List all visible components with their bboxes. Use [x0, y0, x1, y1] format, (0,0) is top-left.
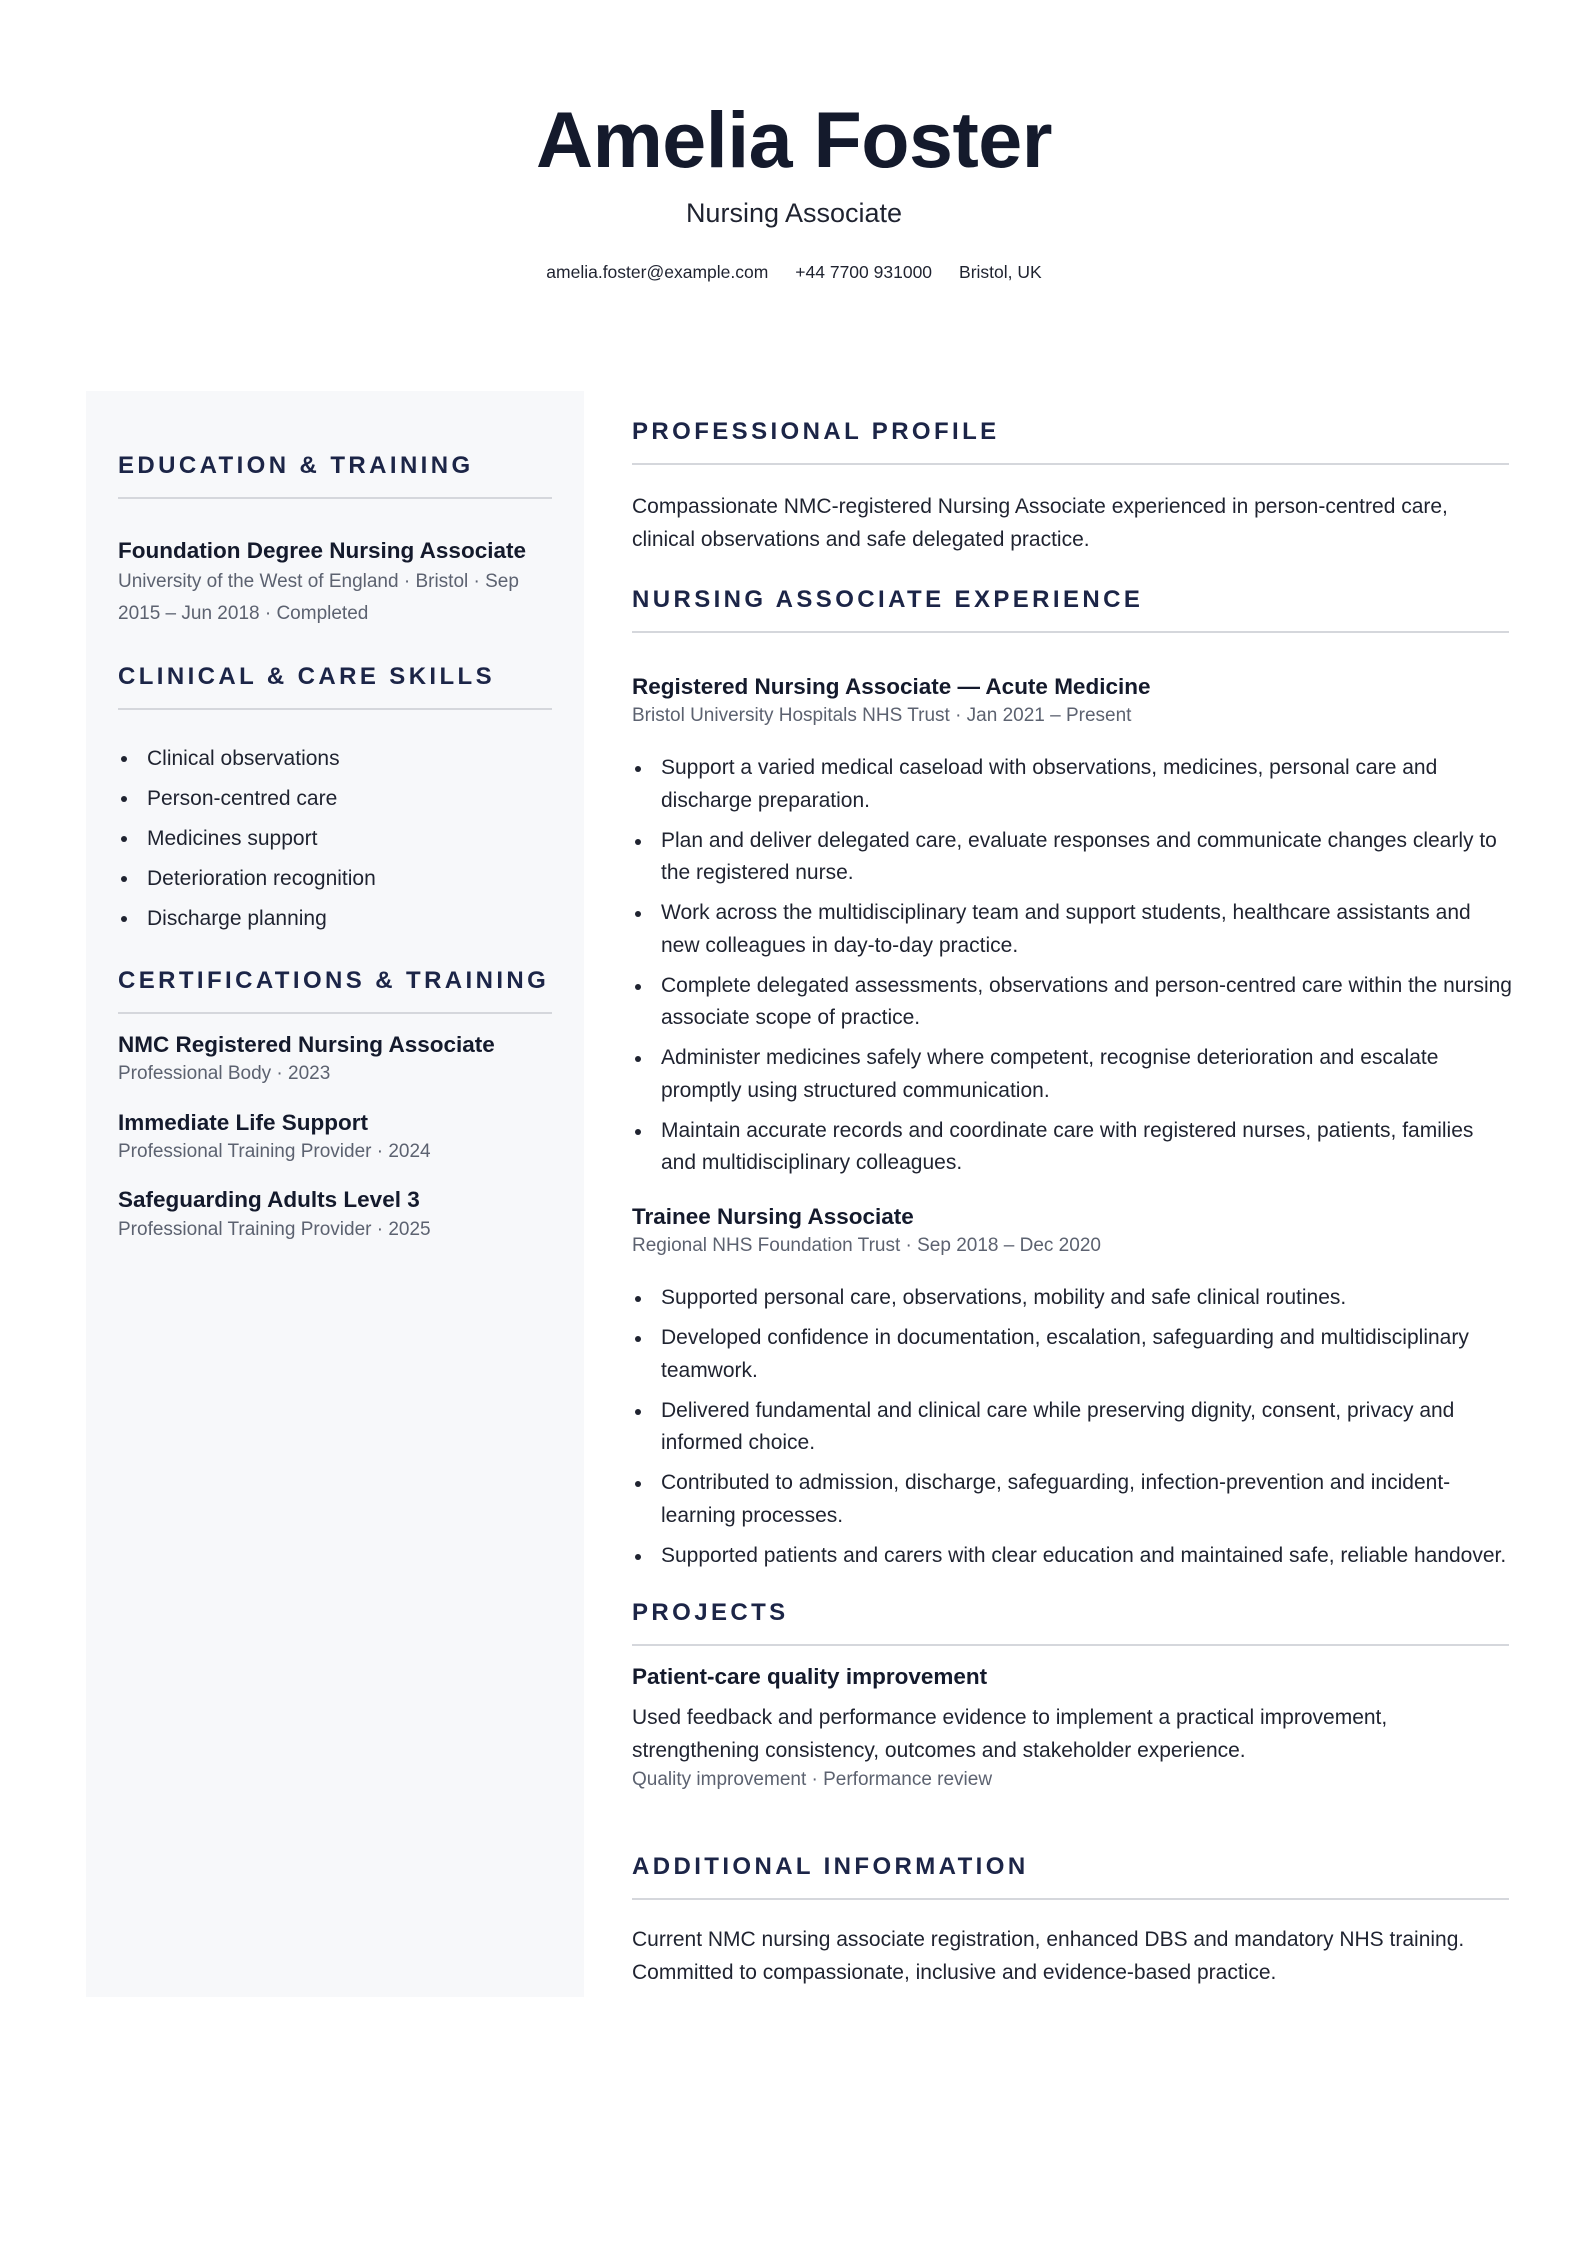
profile-section-title: PROFESSIONAL PROFILE	[632, 418, 1000, 445]
project-text: Used feedback and performance evidence to implement a practical improvement, strengthening consistency, outcomes and stakeholder experience.	[632, 1706, 1388, 1762]
section-divider	[118, 497, 552, 499]
education-entry-meta: University of the West of England · Bristol · Sep 2015 – Jun 2018 · Completed	[118, 571, 519, 624]
job-bullet: Supported patients and carers with clear education and maintained safe, reliable handover.	[632, 1540, 1512, 1573]
certification-name: Immediate Life Support	[118, 1110, 369, 1135]
job-bullet: Support a varied medical caseload with observations, medicines, personal care and discharge preparation.	[632, 752, 1512, 817]
contact-line	[0, 261, 1588, 283]
job-bullet: Supported personal care, observations, mobility and safe clinical routines.	[632, 1282, 1512, 1315]
skill-item: Person-centred care	[118, 779, 558, 819]
education-entry-title: Foundation Degree Nursing Associate	[118, 538, 526, 563]
certifications-section-title: CERTIFICATIONS & TRAINING	[118, 967, 550, 994]
job-bullet: Delivered fundamental and clinical care while preserving dignity, consent, privacy and informed choice.	[632, 1395, 1512, 1460]
contact-location: Bristol, UK	[959, 262, 1042, 282]
additional-text: Current NMC nursing associate registration, enhanced DBS and mandatory NHS training. Committed to compassionate, inclusive and evidence-based practice.	[632, 1928, 1465, 1984]
certification-meta: Professional Training Provider · 2025	[118, 1219, 431, 1240]
skill-item: Deterioration recognition	[118, 859, 558, 899]
certification-name: NMC Registered Nursing Associate	[118, 1032, 495, 1057]
section-divider	[118, 1012, 552, 1014]
certification-name: Safeguarding Adults Level 3	[118, 1187, 420, 1212]
job-meta: Bristol University Hospitals NHS Trust · Jan 2021 – Present	[632, 705, 1132, 726]
job-bullet: Maintain accurate records and coordinate care with registered nurses, patients, families and multidisciplinary colleagues.	[632, 1115, 1512, 1180]
candidate-name: Amelia Foster	[536, 95, 1052, 184]
job-title: Registered Nursing Associate — Acute Medicine	[632, 674, 1151, 699]
skills-section-title: CLINICAL & CARE SKILLS	[118, 663, 496, 690]
project-tags: Quality improvement · Performance review	[632, 1769, 993, 1790]
experience-section-title: NURSING ASSOCIATE EXPERIENCE	[632, 586, 1144, 613]
section-divider	[118, 708, 552, 710]
section-divider	[632, 463, 1509, 465]
job-bullets	[632, 1282, 1512, 1580]
projects-section-title: PROJECTS	[632, 1599, 789, 1626]
education-section-title: EDUCATION & TRAINING	[118, 452, 474, 479]
skill-item: Clinical observations	[118, 739, 558, 779]
contact-email: amelia.foster@example.com	[546, 262, 769, 282]
contact-phone: +44 7700 931000	[795, 262, 933, 282]
job-bullets	[632, 752, 1512, 1187]
job-bullet: Administer medicines safely where competent, recognise deterioration and escalate promptly using structured communication.	[632, 1042, 1512, 1107]
job-bullet: Complete delegated assessments, observations and person-centred care within the nursing associate scope of practice.	[632, 970, 1512, 1035]
job-meta: Regional NHS Foundation Trust · Sep 2018 – Dec 2020	[632, 1235, 1101, 1256]
job-bullet: Work across the multidisciplinary team and support students, healthcare assistants and new colleagues in day-to-day practice.	[632, 897, 1512, 962]
profile-text: Compassionate NMC-registered Nursing Associate experienced in person-centred care, clinical observations and safe delegated practice.	[632, 495, 1448, 551]
skill-item: Medicines support	[118, 819, 558, 859]
sidebar	[86, 391, 584, 1997]
job-bullet: Contributed to admission, discharge, safeguarding, infection-prevention and incident-learning processes.	[632, 1467, 1512, 1532]
section-divider	[632, 1898, 1509, 1900]
job-bullet: Plan and deliver delegated care, evaluate responses and communicate changes clearly to the registered nurse.	[632, 825, 1512, 890]
project-name: Patient-care quality improvement	[632, 1664, 988, 1689]
section-divider	[632, 1644, 1509, 1646]
job-bullet: Developed confidence in documentation, escalation, safeguarding and multidisciplinary teamwork.	[632, 1322, 1512, 1387]
certification-meta: Professional Body · 2023	[118, 1063, 331, 1084]
skill-item: Discharge planning	[118, 899, 558, 939]
candidate-role: Nursing Associate	[685, 198, 903, 228]
job-title: Trainee Nursing Associate	[632, 1204, 914, 1229]
section-divider	[632, 631, 1509, 633]
certification-meta: Professional Training Provider · 2024	[118, 1141, 431, 1162]
additional-section-title: ADDITIONAL INFORMATION	[632, 1853, 1029, 1880]
skills-list	[118, 739, 558, 939]
